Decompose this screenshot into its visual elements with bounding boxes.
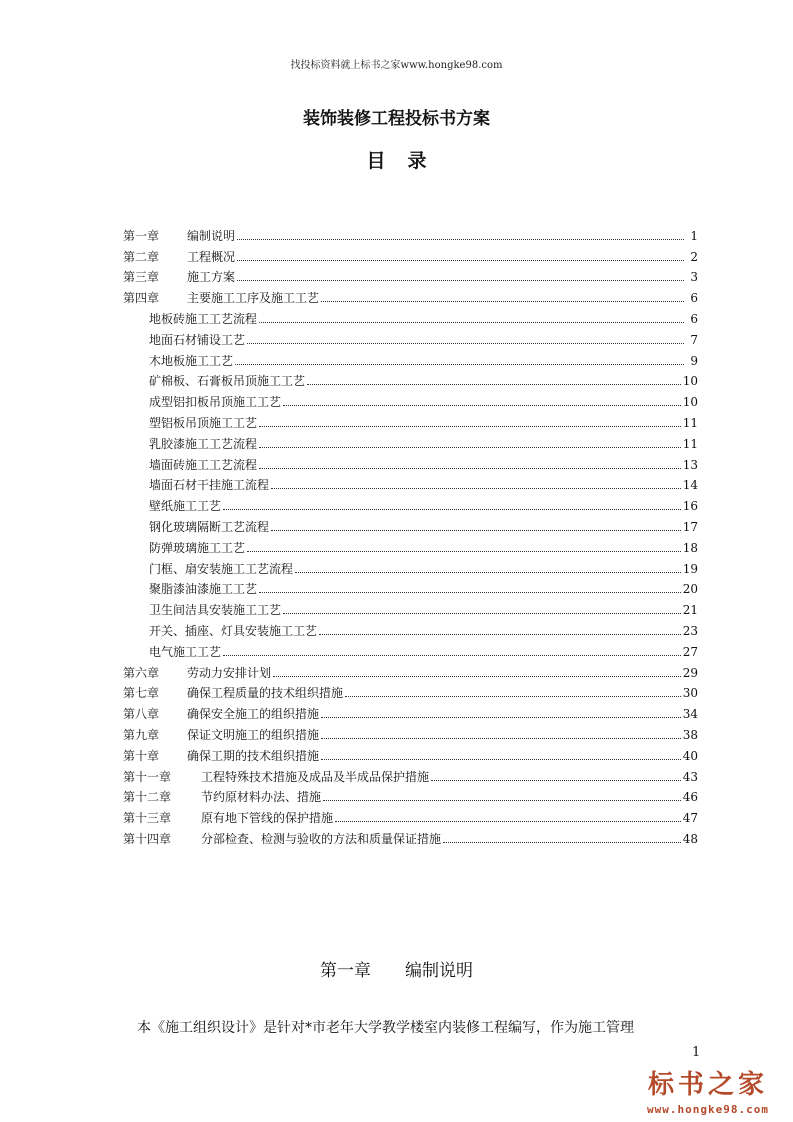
toc-entry-number: 第三章 [123,270,160,285]
toc-leader-dots [223,654,681,656]
toc-entry[interactable] [123,763,698,784]
toc-entry-title: 开关、插座、灯具安装施工工艺 [149,623,318,638]
toc-entry[interactable] [123,368,698,389]
toc-entry-title: 矿棉板、石膏板吊顶施工工艺 [149,374,306,389]
toc-entry[interactable] [123,284,698,305]
toc-entry-page: 27 [682,644,698,659]
toc-leader-dots [237,259,684,261]
toc-entry-title: 聚脂漆油漆施工工艺 [149,582,258,597]
toc-entry-title: 确保安全施工的组织措施 [187,707,320,722]
toc-entry-page: 47 [682,811,698,826]
toc-entry[interactable] [123,264,698,285]
toc-entry-page: 3 [690,270,698,285]
toc-entry-number: 第十四章 [123,831,172,846]
toc-entry-title: 门框、扇安装施工工艺流程 [149,561,294,576]
toc-entry-title: 工程概况 [187,249,236,264]
toc-entry-page: 2 [690,249,698,264]
toc-leader-dots [223,508,681,510]
toc-entry-number: 第七章 [123,686,160,701]
toc-entry-title: 电气施工工艺 [149,644,222,659]
toc-entry[interactable] [123,430,698,451]
toc-entry-title: 主要施工工序及施工工艺 [187,291,320,306]
toc-entry-title: 确保工期的技术组织措施 [187,748,320,763]
toc-leader-dots [321,737,681,739]
toc-entry[interactable] [123,784,698,805]
toc-entry-title: 钢化玻璃隔断工艺流程 [149,519,270,534]
toc-entry-title: 地面石材铺设工艺 [149,332,246,347]
table-of-contents [123,222,698,846]
toc-entry-page: 38 [682,727,698,742]
toc-entry-page: 11 [682,415,698,430]
toc-entry[interactable] [123,804,698,825]
toc-leader-dots [247,342,684,344]
toc-entry-title: 防弹玻璃施工工艺 [149,540,246,555]
page-header: 找投标资料就上标书之家www.hongke98.com [290,60,503,71]
toc-leader-dots [321,716,681,718]
toc-leader-dots [259,446,681,448]
toc-entry-page: 13 [682,457,698,472]
toc-entry-title: 地板砖施工工艺流程 [149,311,258,326]
toc-entry-title: 塑铝板吊顶施工工艺 [149,415,258,430]
toc-heading: 目录 [366,150,449,172]
toc-entry[interactable] [123,326,698,347]
toc-leader-dots [259,425,681,427]
toc-entry[interactable] [123,638,698,659]
toc-entry-page: 34 [682,707,698,722]
toc-entry-number: 第四章 [123,291,160,306]
toc-entry-number: 第八章 [123,707,160,722]
toc-entry[interactable] [123,243,698,264]
toc-entry-title: 编制说明 [187,228,236,243]
toc-entry-title: 工程特殊技术措施及成品及半成品保护措施 [201,769,430,784]
toc-entry[interactable] [123,700,698,721]
toc-entry-page: 18 [682,540,698,555]
toc-entry-number: 第十章 [123,748,160,763]
toc-entry[interactable] [123,222,698,243]
toc-entry[interactable] [123,721,698,742]
toc-leader-dots [345,695,681,697]
toc-entry-page: 7 [690,332,698,347]
toc-entry-number: 第十一章 [123,769,172,784]
toc-entry-page: 1 [690,228,698,243]
toc-entry[interactable] [123,534,698,555]
toc-leader-dots [259,321,684,323]
toc-entry[interactable] [123,596,698,617]
toc-leader-dots [319,633,681,635]
toc-entry[interactable] [123,347,698,368]
toc-entry-page: 30 [682,686,698,701]
watermark [633,1064,783,1116]
toc-entry[interactable] [123,680,698,701]
toc-entry-page: 23 [682,623,698,638]
toc-leader-dots [283,612,681,614]
toc-entry-page: 48 [682,831,698,846]
toc-entry-title: 保证文明施工的组织措施 [187,727,320,742]
toc-entry[interactable] [123,472,698,493]
toc-entry[interactable] [123,409,698,430]
toc-leader-dots [323,799,681,801]
toc-entry-title: 成型铝扣板吊顶施工工艺 [149,395,282,410]
toc-entry[interactable] [123,388,698,409]
toc-leader-dots [335,820,681,822]
toc-leader-dots [271,529,681,531]
watermark-url: www.hongke98.com [647,1103,769,1116]
toc-entry-title: 原有地下管线的保护措施 [201,811,334,826]
toc-entry[interactable] [123,742,698,763]
toc-entry-page: 40 [682,748,698,763]
chapter-title: 编制说明 [405,961,473,981]
toc-entry-page: 20 [682,582,698,597]
toc-entry-page: 46 [682,790,698,805]
toc-entry-number: 第六章 [123,665,160,680]
toc-leader-dots [273,675,681,677]
chapter-number: 第一章 [320,961,371,981]
chapter-heading [0,956,793,981]
toc-entry-number: 第十二章 [123,790,172,805]
toc-entry-number: 第二章 [123,249,160,264]
toc-leader-dots [431,779,681,781]
toc-entry-page: 43 [682,769,698,784]
toc-leader-dots [237,279,684,281]
toc-entry-title: 施工方案 [187,270,236,285]
toc-entry[interactable] [123,576,698,597]
toc-entry-page: 11 [682,436,698,451]
toc-entry-title: 壁纸施工工艺 [149,499,222,514]
body-paragraph: 本《施工组织设计》是针对*市老年大学教学楼室内装修工程编写，作为施工管理 [137,1020,634,1036]
toc-leader-dots [271,487,681,489]
toc-leader-dots [443,841,681,843]
toc-entry-number: 第十三章 [123,811,172,826]
document-title: 装饰装修工程投标书方案 [303,109,490,129]
toc-entry-title: 劳动力安排计划 [187,665,272,680]
toc-leader-dots [321,300,684,302]
toc-entry-page: 29 [682,665,698,680]
toc-entry-page: 19 [682,561,698,576]
toc-entry-page: 6 [690,291,698,306]
toc-entry-title: 木地板施工工艺 [149,353,234,368]
toc-entry[interactable] [123,513,698,534]
toc-entry-title: 分部检查、检测与验收的方法和质量保证措施 [201,831,442,846]
toc-leader-dots [283,404,681,406]
toc-entry-page: 16 [682,499,698,514]
toc-entry[interactable] [123,305,698,326]
toc-entry-page: 17 [682,519,698,534]
toc-entry[interactable] [123,555,698,576]
toc-entry[interactable] [123,617,698,638]
toc-entry-title: 卫生间洁具安装施工工艺 [149,603,282,618]
toc-entry-title: 墙面石材干挂施工流程 [149,478,270,493]
toc-entry-title: 乳胶漆施工工艺流程 [149,436,258,451]
toc-entry-number: 第一章 [123,228,160,243]
toc-leader-dots [247,550,681,552]
toc-entry[interactable] [123,825,698,846]
toc-entry-number: 第九章 [123,727,160,742]
page-number: 1 [692,1045,701,1060]
toc-leader-dots [259,591,681,593]
toc-entry[interactable] [123,492,698,513]
toc-entry-page: 21 [682,603,698,618]
toc-leader-dots [295,571,681,573]
toc-entry-title: 确保工程质量的技术组织措施 [187,686,344,701]
toc-entry-page: 14 [682,478,698,493]
toc-entry-page: 10 [682,395,698,410]
toc-leader-dots [307,383,681,385]
toc-entry[interactable] [123,659,698,680]
watermark-logo: 标书之家 [647,1070,768,1100]
toc-entry[interactable] [123,451,698,472]
toc-entry-page: 6 [690,311,698,326]
toc-entry-page: 10 [682,374,698,389]
toc-leader-dots [259,467,681,469]
toc-entry-title: 墙面砖施工工艺流程 [149,457,258,472]
toc-leader-dots [237,238,684,240]
toc-entry-title: 节约原材料办法、措施 [201,790,322,805]
toc-entry-page: 9 [690,353,698,368]
toc-leader-dots [321,758,681,760]
toc-leader-dots [235,363,684,365]
